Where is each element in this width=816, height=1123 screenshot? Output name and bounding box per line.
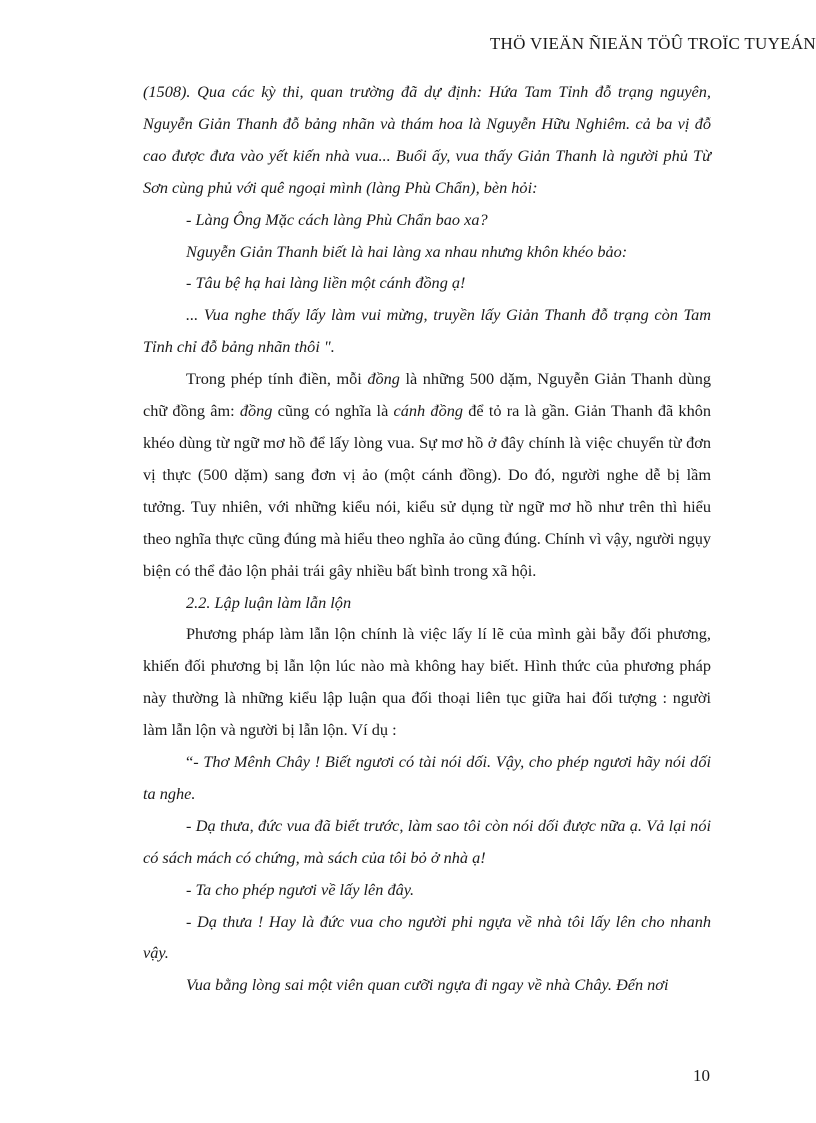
paragraph-narration: Nguyễn Giản Thanh biết là hai làng xa nhau nhưng khôn khéo bảo:	[186, 241, 628, 261]
paragraph-king-question: - Làng Ông Mặc cách làng Phù Chẩn bao xa?	[186, 209, 488, 229]
running-header: THÖ VIEÄN ÑIEÄN TÖÛ TROÏC TUYEÁN	[489, 34, 816, 53]
paragraph-dialogue-2: - Dạ thưa, đức vua đã biết trước, làm sao tôi còn nói dối được nữa ạ. Vả lại nói có sách mách có chứng, mà sách của tôi bỏ ở nhà ạ!	[143, 815, 711, 867]
paragraph-quote-intro: (1508). Qua các kỳ thi, quan trường đã dự định: Hứa Tam Tỉnh đỗ trạng nguyên, Nguyễn Giản Thanh đỗ bảng nhãn và thám hoa là Nguyễn Hữu Nghiêm. cả ba vị đỗ cao được đưa vào yết kiến nhà vua... Buổi ấy, vua thấy Giản Thanh là người phủ Từ Sơn cùng phủ với quê ngoại mình (làng Phù Chẩn), bèn hỏi:	[143, 82, 711, 197]
emphasis-canh-dong: cánh đồng	[393, 401, 463, 421]
paragraph-dialogue-1	[143, 746, 711, 810]
section-heading: 2.2. Lập luận làm lẫn lộn	[186, 592, 352, 612]
page-number: 10	[693, 1066, 710, 1085]
opening-quote-mark: “	[186, 752, 194, 772]
body-text	[143, 76, 711, 1001]
paragraph-answer: - Tâu bệ hạ hai làng liền một cánh đồng ạ!	[186, 273, 466, 293]
paragraph-dialogue-3: - Ta cho phép ngươi về lấy lên đây.	[186, 879, 415, 899]
analysis-text: cũng có nghĩa là	[272, 401, 394, 421]
emphasis-dong-2: đồng	[239, 401, 273, 421]
paragraph-narration-end: Vua bằng lòng sai một viên quan cưỡi ngựa đi ngay về nhà Chây. Đến nơi	[186, 975, 669, 995]
analysis-text: để tỏ ra là gần. Giản Thanh đã khôn khéo dùng từ ngữ mơ hồ để lấy lòng vua. Sự mơ hồ ở đây chính là việc chuyển từ đơn vị thực (500 dặm) sang đơn vị ảo (một cánh đồng). Do đó, người nghe dễ bị lầm tưởng. Tuy nhiên, với những kiểu nói, kiểu sử dụng từ ngữ mơ hồ như trên thì hiểu theo nghĩa thực cũng đúng mà hiểu theo nghĩa ảo cũng đúng. Chính vì vậy, người ngụy biện có thể đảo lộn phải trái gây nhiều bất bình trong xã hội.	[143, 401, 711, 580]
paragraph-quote-end: ... Vua nghe thấy lấy làm vui mừng, truyền lấy Giản Thanh đỗ trạng còn Tam Tỉnh chỉ đỗ bảng nhãn thôi ".	[143, 305, 711, 357]
emphasis-dong-1: đồng	[367, 369, 400, 389]
paragraph-analysis	[143, 363, 711, 586]
analysis-text: là những 500 dặm, Nguyễn Giản Thanh dùng chữ đồng âm:	[143, 369, 711, 421]
paragraph-method: Phương pháp làm lẫn lộn chính là việc lấy lí lẽ của mình gài bẫy đối phương, khiến đối phương bị lẫn lộn lúc nào mà không hay biết. Hình thức của phương pháp này thường là những kiểu lập luận qua đối thoại liên tục giữa hai đối tượng : người làm lẫn lộn và người bị lẫn lộn. Ví dụ :	[143, 624, 711, 740]
analysis-text: Trong phép tính điền, mỗi	[186, 369, 368, 389]
dialogue-text: - Thơ Mênh Chây ! Biết ngươi có tài nói dối. Vậy, cho phép ngươi hãy nói dối ta nghe.	[143, 752, 711, 803]
paragraph-dialogue-4: - Dạ thưa ! Hay là đức vua cho người phi ngựa về nhà tôi lấy lên cho nhanh vậy.	[143, 911, 711, 963]
